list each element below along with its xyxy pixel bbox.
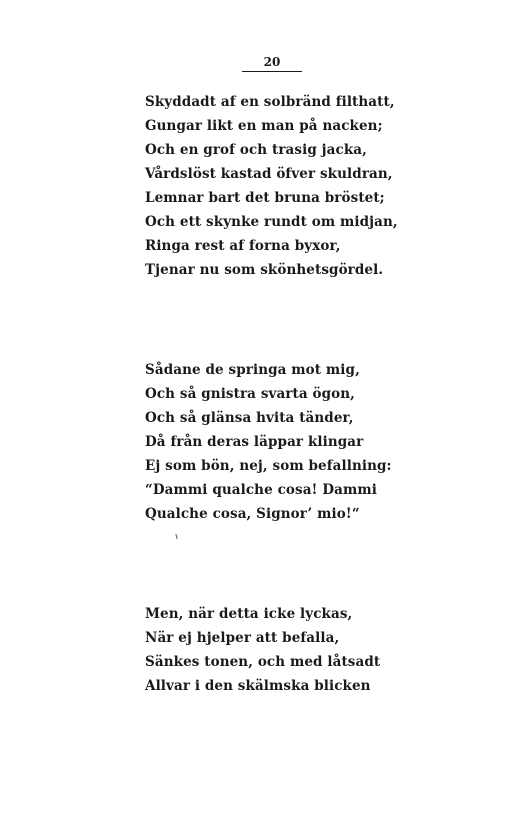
verse-line: Gungar likt en man på nacken; bbox=[145, 118, 383, 134]
verse-line: Skyddadt af en solbränd filthatt, bbox=[145, 94, 395, 110]
verse-line: Allvar i den skälmska blicken bbox=[145, 678, 371, 694]
verse-line: Lemnar bart det bruna bröstet; bbox=[145, 190, 385, 206]
verse-line: Ringa rest af forna byxor, bbox=[145, 238, 341, 254]
verse-line: Sådane de springa mot mig, bbox=[145, 362, 360, 378]
verse-line: När ej hjelper att befalla, bbox=[145, 630, 340, 646]
stanza-1 bbox=[145, 90, 398, 282]
stray-print-mark bbox=[175, 534, 177, 539]
verse-line: Ej som bön, nej, som befallning: bbox=[145, 458, 392, 474]
verse-line: Då från deras läppar klingar bbox=[145, 434, 364, 450]
verse-line: Och så glänsa hvita tänder, bbox=[145, 410, 354, 426]
verse-line: “Dammi qualche cosa! Dammi bbox=[145, 482, 378, 498]
stanza-3 bbox=[145, 602, 380, 698]
verse-line: Tjenar nu som skönhetsgördel. bbox=[145, 262, 384, 278]
header-rule bbox=[242, 71, 302, 72]
verse-line: Vårdslöst kastad öfver skuldran, bbox=[145, 166, 393, 182]
verse-line: Och en grof och trasig jacka, bbox=[145, 142, 367, 158]
page-number: 20 bbox=[263, 55, 281, 69]
verse-line: Men, när detta icke lyckas, bbox=[145, 606, 353, 622]
stanza-2 bbox=[145, 358, 392, 526]
verse-line: Och så gnistra svarta ögon, bbox=[145, 386, 355, 402]
verse-line: Sänkes tonen, och med låtsadt bbox=[145, 654, 381, 670]
verse-line: Och ett skynke rundt om midjan, bbox=[145, 214, 398, 230]
verse-line: Qualche cosa, Signor’ mio!“ bbox=[145, 506, 360, 522]
